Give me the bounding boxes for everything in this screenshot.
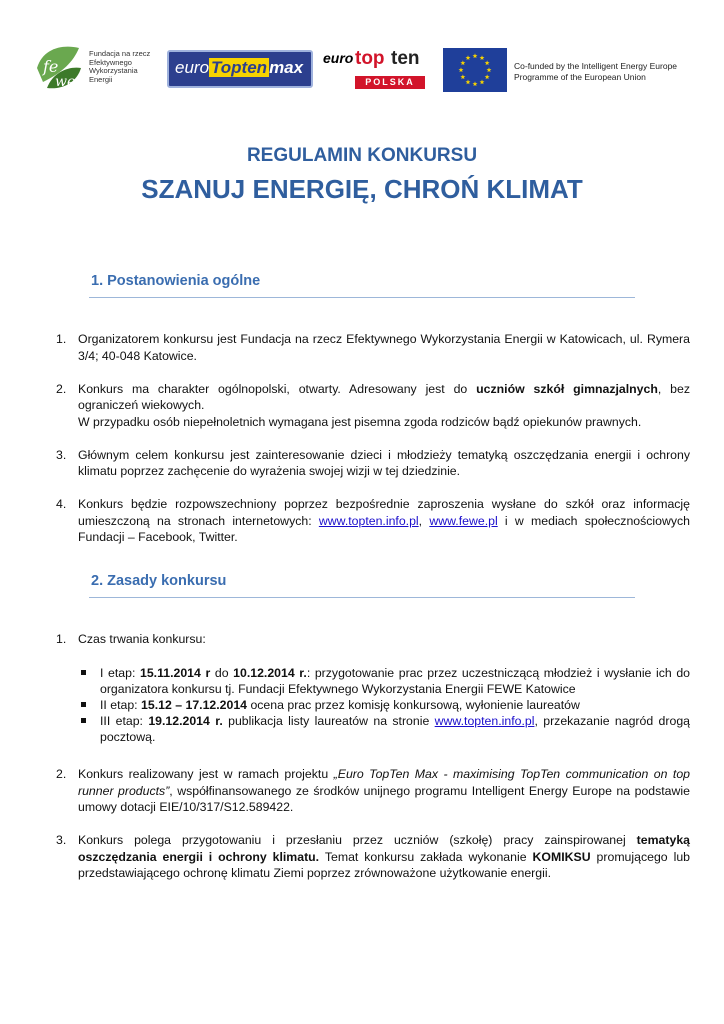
- fewe-logo-text: Fundacja na rzecz Efektywnego Wykorzystania Energii: [89, 49, 151, 84]
- section-heading-rules: 2. Zasady konkursu: [91, 573, 227, 589]
- fewe-link[interactable]: www.fewe.pl: [429, 513, 498, 528]
- general-provisions-list: [56, 331, 690, 562]
- logo-strip: [33, 40, 693, 96]
- list-item: 3. Konkurs polega przygotowaniu i przesłaniu przez uczniów (szkołę) pracy zainspirowanej tematyką oszczędzania energii i ochrony klimatu. Temat konkursu zakłada wykonanie KOMIKSU promującego lub przedstawiającego ochronę klimatu Ziemi poprzez zrównoważone użytkowanie energii.: [56, 833, 690, 880]
- svg-text:we: we: [55, 74, 76, 90]
- document-title: REGULAMIN KONKURSU: [246, 145, 478, 166]
- euro-topten-max-logo: euro Topten max: [167, 50, 313, 88]
- fewe-logo: [33, 40, 157, 96]
- stage-item: II etap: 15.12 – 17.12.2014 ocena prac przez komisję konkursową, wyłonienie laureatów: [78, 697, 690, 713]
- stage-item: I etap: 15.11.2014 r do 10.12.2014 r.: przygotowanie prac przez uczestniczącą młodzież i wysłanie ich do organizatora konkursu tj. Fundacji Efektywnego Wykorzystania Energii FEWE Katowice: [78, 665, 690, 697]
- rules-list-part1: [56, 631, 690, 664]
- bullet-icon: [81, 702, 86, 707]
- bullet-icon: [81, 718, 86, 723]
- eu-flag-icon: [443, 48, 507, 92]
- list-item: 1. Czas trwania konkursu:: [56, 632, 206, 646]
- stage-item: III etap: 19.12.2014 r. publikacja listy laureatów na stronie www.topten.info.pl, przekazanie nagród drogą pocztową.: [78, 713, 690, 745]
- bullet-icon: [81, 670, 86, 675]
- section-heading-general: 1. Postanowienia ogólne: [91, 273, 261, 289]
- topten-link[interactable]: www.topten.info.pl: [434, 714, 535, 728]
- svg-text:fe: fe: [43, 57, 59, 76]
- section-divider: [89, 297, 635, 298]
- euro-topten-polska-logo: euro top ten POLSKA: [323, 46, 431, 92]
- stages-list: [78, 665, 690, 745]
- section-divider: [89, 597, 635, 598]
- contest-name: SZANUJ ENERGIĘ, CHROŃ KLIMAT: [141, 174, 583, 204]
- list-item: 2. Konkurs ma charakter ogólnopolski, otwarty. Adresowany jest do uczniów szkół gimnazjalnych, bez ograniczeń wiekowych. W przypadku osób niepełnoletnich wymagana jest pisemna zgoda rodziców bądź opiekunów prawnych.: [56, 381, 690, 429]
- list-item: 2. Konkurs realizowany jest w ramach projektu „Euro TopTen Max - maximising TopTen communication on top runner products”, współfinansowanego ze środków unijnego programu Intelligent Energy Europe na podstawie umowy dotacji EIE/10/317/S12.589422.: [56, 767, 691, 814]
- rules-list-part2: [56, 766, 690, 898]
- eu-cofunding-text: Co-funded by the Intelligent Energy Europe Programme of the European Union: [514, 61, 678, 82]
- topten-link[interactable]: www.topten.info.pl: [318, 513, 419, 528]
- fewe-leaf-logo-icon: [33, 42, 85, 94]
- list-item: 1. Organizatorem konkursu jest Fundacja na rzecz Efektywnego Wykorzystania Energii w Katowicach, ul. Rymera 3/4; 40-048 Katowice.: [56, 332, 690, 363]
- list-item: 3. Głównym celem konkursu jest zainteresowanie dzieci i młodzieży tematyką oszczędzania energii i ochrony klimatu poprzez zachęcenie do wyrażenia swojej wizji w tej dziedzinie.: [56, 447, 690, 478]
- list-item: 4. Konkurs będzie rozpowszechniony poprzez bezpośrednie zaproszenia wysłane do szkół oraz informację umieszczoną na stronach internetowych: www.topten.info.pl, www.fewe.pl i w mediach społecznościowych Fundacji – Facebook, Twitter.: [56, 497, 691, 544]
